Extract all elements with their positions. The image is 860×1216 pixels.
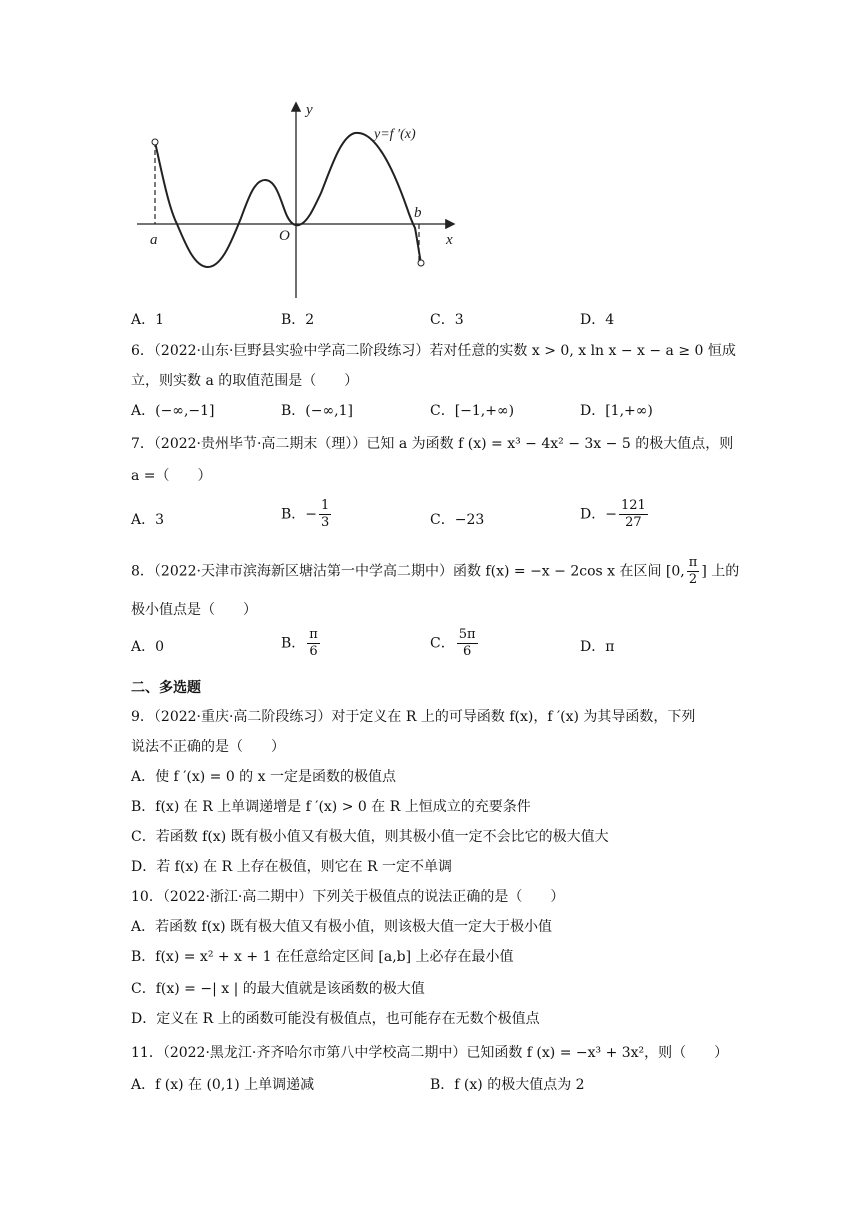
q5-option-d: D．4 bbox=[580, 312, 615, 328]
q8-stem-pre: 8．（2022·天津市滨海新区塘沽第一中学高二期中）函数 f(x) = −x − 2cos x 在区间 [0, bbox=[131, 563, 685, 580]
q8-stem-den: 2 bbox=[688, 572, 698, 587]
q8-option-c bbox=[430, 627, 480, 660]
q8-stem-line1 bbox=[131, 555, 820, 588]
q8-stem-post: ] 上的 bbox=[701, 563, 740, 580]
q7-option-d bbox=[580, 498, 650, 531]
q7-option-d-den: 27 bbox=[625, 515, 642, 530]
endpoint-b bbox=[418, 260, 424, 266]
q7-option-b-num: 1 bbox=[321, 498, 330, 513]
q8-stem-fraction bbox=[687, 555, 700, 588]
a-label: a bbox=[150, 232, 158, 248]
q9-option-b: B．f(x) 在 R 上单调递增是 f ′(x) > 0 在 R 上恒成立的充要条件 bbox=[131, 799, 531, 815]
q8-option-c-prefix: C． bbox=[430, 635, 455, 652]
q8-option-b-num: π bbox=[309, 627, 318, 642]
q10-option-c: C．f(x) = −| x | 的最大值就是该函数的极大值 bbox=[131, 981, 425, 997]
origin-label: O bbox=[279, 228, 290, 244]
q7-option-c: C．−23 bbox=[430, 512, 485, 528]
q8-option-c-fraction bbox=[457, 627, 478, 660]
q11-option-a: A．f (x) 在 (0,1) 上单调递减 bbox=[131, 1077, 315, 1093]
q8-option-b-fraction bbox=[307, 627, 320, 660]
q9-option-a: A．使 f ′(x) = 0 的 x 一定是函数的极值点 bbox=[131, 769, 396, 785]
q9-option-c: C．若函数 f(x) 既有极小值又有极大值，则其极小值一定不会比它的极大值大 bbox=[131, 829, 609, 845]
q5-option-a: A．1 bbox=[131, 312, 165, 328]
q8-stem-line2: 极小值点是（ ） bbox=[131, 602, 257, 618]
q6-option-d: D．[1,+∞) bbox=[580, 403, 653, 419]
q6-option-c: C．[−1,+∞) bbox=[430, 403, 515, 419]
x-axis-label: x bbox=[446, 232, 453, 248]
q6-stem-line1: 6．（2022·山东·巨野县实验中学高二阶段练习）若对任意的实数 x > 0, x ln x − x − a ≥ 0 恒成 bbox=[131, 343, 736, 359]
derivative-graph bbox=[131, 98, 461, 303]
q7-option-d-prefix: D．− bbox=[580, 506, 617, 523]
q9-stem-line1: 9．（2022·重庆·高二阶段练习）对于定义在 R 上的可导函数 f(x)，f ′(x) 为其导函数，下列 bbox=[131, 709, 696, 725]
q7-option-b-fraction bbox=[319, 498, 331, 531]
q9-stem-line2: 说法不正确的是（ ） bbox=[131, 739, 285, 755]
q10-option-d: D．定义在 R 上的函数可能没有极值点，也可能存在无数个极值点 bbox=[131, 1011, 540, 1027]
q8-option-a: A．0 bbox=[131, 639, 165, 655]
q11-option-b: B．f (x) 的极大值点为 2 bbox=[430, 1077, 585, 1093]
q6-stem-line2: 立，则实数 a 的取值范围是（ ） bbox=[131, 373, 359, 389]
q11-stem-line1: 11．（2022·黑龙江·齐齐哈尔市第八中学校高二期中）已知函数 f (x) = −x³ + 3x²，则（ ） bbox=[131, 1045, 729, 1061]
q7-option-a: A．3 bbox=[131, 512, 165, 528]
q8-option-b-den: 6 bbox=[309, 644, 318, 659]
q7-option-b-prefix: B．− bbox=[281, 506, 318, 523]
q8-option-b-prefix: B． bbox=[281, 635, 306, 652]
q7-option-d-num: 121 bbox=[620, 498, 646, 513]
q8-option-c-num: 5π bbox=[458, 627, 476, 642]
derivative-curve bbox=[155, 133, 421, 267]
q10-stem-line1: 10．（2022·浙江·高二期中）下列关于极值点的说法正确的是（ ） bbox=[131, 889, 565, 905]
q7-stem-line1: 7．（2022·贵州毕节·高二期末（理））已知 a 为函数 f (x) = x³ − 4x² − 3x − 5 的极大值点，则 bbox=[131, 436, 734, 452]
q8-option-b bbox=[281, 627, 322, 660]
q7-option-d-fraction bbox=[619, 498, 648, 531]
q10-option-b: B．f(x) = x² + x + 1 在任意给定区间 [a,b] 上必存在最小值 bbox=[131, 949, 514, 965]
q8-stem-num: π bbox=[688, 555, 698, 570]
q9-option-d: D．若 f(x) 在 R 上存在极值，则它在 R 一定不单调 bbox=[131, 859, 453, 875]
y-axis-label: y bbox=[306, 102, 313, 118]
curve-label: y=f ′(x) bbox=[374, 127, 416, 142]
section-heading-multi-choice: 二、多选题 bbox=[131, 680, 201, 696]
q7-stem-line2: a =（ ） bbox=[131, 468, 212, 484]
q6-option-a: A．(−∞,−1] bbox=[131, 403, 215, 419]
q8-option-d: D．π bbox=[580, 639, 615, 655]
q6-option-b: B．(−∞,1] bbox=[281, 403, 353, 419]
b-label: b bbox=[414, 205, 422, 221]
q8-option-c-den: 6 bbox=[462, 644, 472, 659]
endpoint-a bbox=[152, 139, 158, 145]
q7-option-b-den: 3 bbox=[321, 515, 330, 530]
q7-option-b bbox=[281, 498, 333, 531]
q5-option-c: C．3 bbox=[430, 312, 464, 328]
q10-option-a: A．若函数 f(x) 既有极大值又有极小值，则该极大值一定大于极小值 bbox=[131, 919, 553, 935]
q5-option-b: B．2 bbox=[281, 312, 315, 328]
